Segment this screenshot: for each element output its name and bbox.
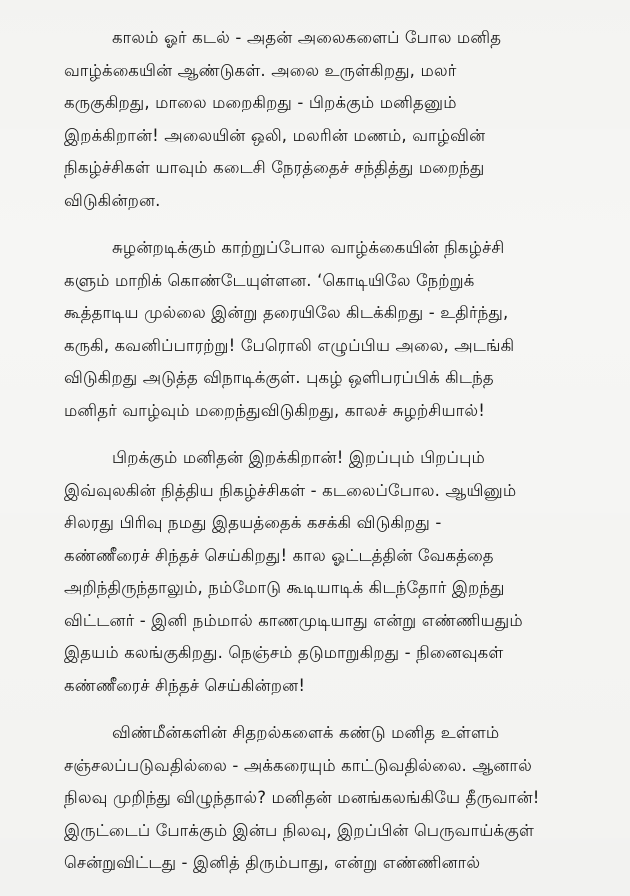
text-line: களும் மாறிக் கொண்டேயுள்ளன. ‘கொடியிலே நேற்றுக் <box>64 270 475 290</box>
text-line: இவ்வுலகின் நித்திய நிகழ்ச்சிகள் - கடலைப்போல. ஆயினும் <box>64 480 517 500</box>
text-line: சஞ்சலப்படுவதில்லை - அக்கரையும் காட்டுவதில்லை. ஆனால் <box>64 755 532 775</box>
text-line: இதயம் கலங்குகிறது. நெஞ்சம் தடுமாறுகிறது - நினைவுகள் <box>64 643 504 662</box>
text-line: கருகி, கவனிப்பாரற்று! பேரொலி எழுப்பிய அலை, அடங்கி <box>64 335 515 355</box>
text-line: காலம் ஓர் கடல் - அதன் அலைகளைப் போல மனித <box>112 28 502 47</box>
text-line: விடுகின்றன. <box>64 190 161 210</box>
text-line: நிலவு முறிந்து விழுந்தால்? மனிதன் மனங்கலங்கியே தீருவான்! <box>64 788 540 807</box>
text-line: சுழன்றடிக்கும் காற்றுப்போல வாழ்க்கையின் நிகழ்ச்சி <box>112 238 505 257</box>
text-line: கருகுகிறது, மாலை மறைகிறது - பிறக்கும் மனிதனும் <box>64 93 457 112</box>
text-line: கூத்தாடிய முல்லை இன்று தரையிலே கிடக்கிறது - உதிர்ந்து, <box>64 303 509 322</box>
paragraph-4 <box>64 717 608 880</box>
text-line: கண்ணீரைச் சிந்தச் செய்கின்றன! <box>64 675 306 695</box>
paragraph-3 <box>64 442 608 702</box>
text-line: இறக்கிறான்! அலையின் ஒலி, மலரின் மணம், வாழ்வின் <box>64 125 486 145</box>
text-line: நிகழ்ச்சிகள் யாவும் கடைசி நேரத்தைச் சந்தித்து மறைந்து <box>64 158 485 177</box>
paragraph-1 <box>64 22 608 217</box>
text-line: இருட்டைப் போக்கும் இன்ப நிலவு, இறப்பின் பெருவாய்க்குள் <box>64 820 534 840</box>
text-line: விண்மீன்களின் சிதறல்களைக் கண்டு மனித உள்ளம் <box>112 723 500 742</box>
text-line: அறிந்திருந்தாலும், நம்மோடு கூடியாடிக் கிடந்தோர் இறந்து <box>64 578 505 597</box>
text-line: விடுகிறது அடுத்த விநாடிக்குள். புகழ் ஒளிபரப்பிக் கிடந்த <box>64 368 494 387</box>
text-line: மனிதர் வாழ்வும் மறைந்துவிடுகிறது, காலச் சுழற்சியால்! <box>64 400 486 420</box>
text-line: கண்ணீரைச் சிந்தச் செய்கிறது! கால ஓட்டத்தின் வேகத்தை <box>64 545 494 565</box>
text-line: சிலரது பிரிவு நமது இதயத்தைக் கசக்கி விடுகிறது - <box>64 513 442 532</box>
text-line: பிறக்கும் மனிதன் இறக்கிறான்! இறப்பும் பிறப்பும் <box>112 448 485 467</box>
text-line: வாழ்க்கையின் ஆண்டுகள். அலை உருள்கிறது, மலர் <box>64 60 457 80</box>
paragraph-2 <box>64 232 608 427</box>
text-line: விட்டனர் - இனி நம்மால் காணமுடியாது என்று எண்ணியதும் <box>64 610 523 630</box>
text-line: சென்றுவிட்டது - இனித் திரும்பாது, என்று எண்ணினால் <box>64 853 481 872</box>
